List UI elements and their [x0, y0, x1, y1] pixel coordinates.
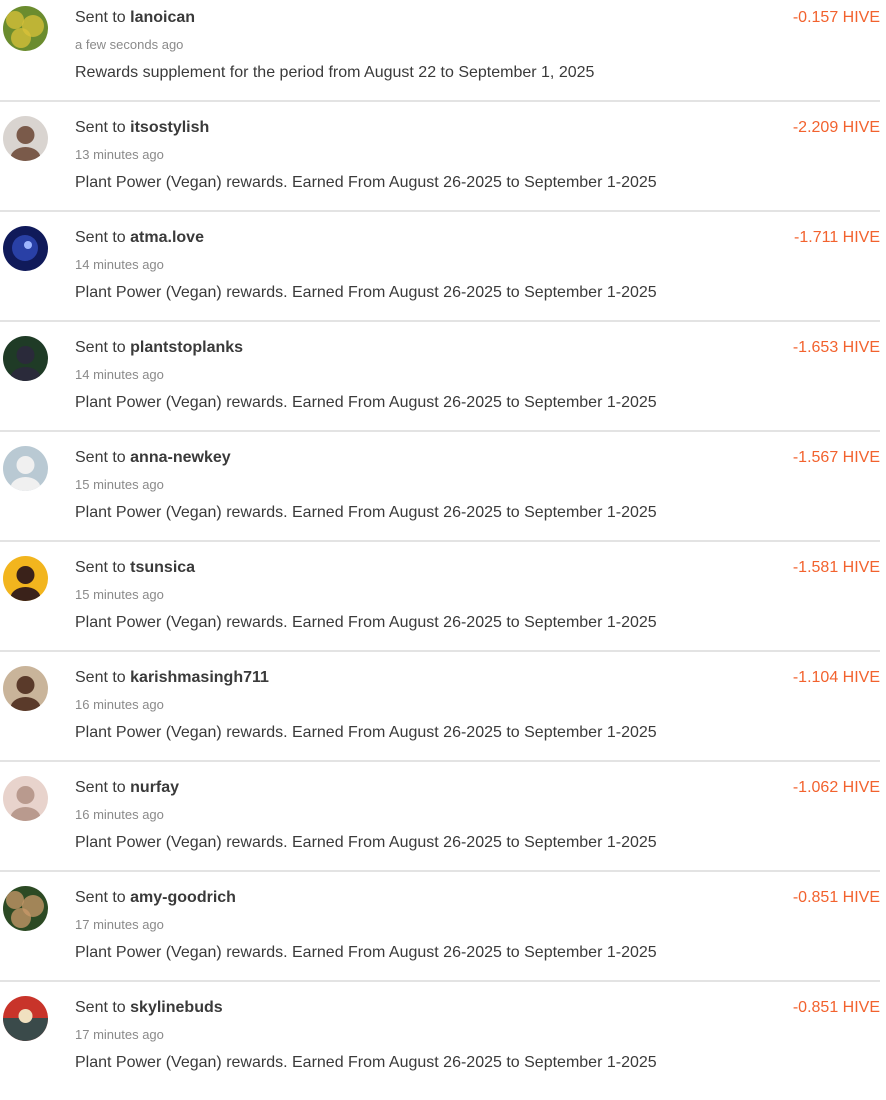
- transfer-description: [75, 669, 269, 687]
- avatar[interactable]: [3, 336, 48, 381]
- memo-text: Plant Power (Vegan) rewards. Earned From August 26-2025 to September 1-2025: [75, 394, 657, 411]
- amount: -1.581 HIVE: [792, 559, 880, 576]
- sent-to-label: Sent to: [75, 779, 126, 796]
- transfer-description: [75, 9, 195, 27]
- timestamp: 17 minutes ago: [75, 1027, 164, 1042]
- recipient-link[interactable]: amy-goodrich: [130, 889, 236, 906]
- recipient-link[interactable]: nurfay: [130, 779, 180, 796]
- transaction-row: [0, 440, 886, 550]
- timestamp: 17 minutes ago: [75, 917, 164, 932]
- transfer-description: [75, 779, 179, 797]
- avatar-image: [3, 226, 48, 271]
- avatar-image: [3, 336, 48, 381]
- recipient-link[interactable]: karishmasingh711: [130, 669, 269, 686]
- sent-to-label: Sent to: [75, 669, 126, 686]
- avatar-image: [3, 666, 48, 711]
- avatar-image: [3, 116, 48, 161]
- transfer-description: [75, 999, 223, 1017]
- memo-text: Rewards supplement for the period from August 22 to September 1, 2025: [75, 64, 595, 81]
- avatar[interactable]: [3, 116, 48, 161]
- avatar[interactable]: [3, 886, 48, 931]
- row-divider: [0, 320, 880, 322]
- sent-to-label: Sent to: [75, 119, 126, 136]
- amount: -1.653 HIVE: [792, 339, 880, 356]
- amount: -0.851 HIVE: [792, 999, 880, 1016]
- transaction-row: [0, 220, 886, 330]
- transaction-row: [0, 880, 886, 990]
- recipient-link[interactable]: lanoican: [130, 9, 196, 26]
- avatar[interactable]: [3, 996, 48, 1041]
- transfer-description: [75, 889, 236, 907]
- recipient-link[interactable]: itsostylish: [130, 119, 210, 136]
- recipient-link[interactable]: skylinebuds: [130, 999, 223, 1016]
- avatar[interactable]: [3, 6, 48, 51]
- avatar-image: [3, 6, 48, 51]
- sent-to-label: Sent to: [75, 999, 126, 1016]
- amount: -2.209 HIVE: [792, 119, 880, 136]
- amount: -1.711 HIVE: [794, 229, 880, 246]
- timestamp: 15 minutes ago: [75, 587, 164, 602]
- avatar[interactable]: [3, 776, 48, 821]
- amount: -1.104 HIVE: [792, 669, 880, 686]
- avatar-image: [3, 776, 48, 821]
- amount: -1.567 HIVE: [792, 449, 880, 466]
- transaction-row: [0, 550, 886, 660]
- timestamp: 13 minutes ago: [75, 147, 164, 162]
- amount: -1.062 HIVE: [792, 779, 880, 796]
- avatar[interactable]: [3, 226, 48, 271]
- timestamp: 14 minutes ago: [75, 367, 164, 382]
- memo-text: Plant Power (Vegan) rewards. Earned From August 26-2025 to September 1-2025: [75, 174, 657, 191]
- sent-to-label: Sent to: [75, 9, 126, 26]
- recipient-link[interactable]: plantstoplanks: [130, 339, 244, 356]
- recipient-link[interactable]: tsunsica: [130, 559, 196, 576]
- avatar[interactable]: [3, 446, 48, 491]
- avatar-image: [3, 556, 48, 601]
- memo-text: Plant Power (Vegan) rewards. Earned From August 26-2025 to September 1-2025: [75, 944, 657, 961]
- timestamp: 16 minutes ago: [75, 697, 164, 712]
- memo-text: Plant Power (Vegan) rewards. Earned From August 26-2025 to September 1-2025: [75, 834, 657, 851]
- transfer-description: [75, 449, 231, 467]
- amount: -0.851 HIVE: [792, 889, 880, 906]
- transaction-row: [0, 770, 886, 880]
- row-divider: [0, 980, 880, 982]
- avatar-image: [3, 996, 48, 1041]
- memo-text: Plant Power (Vegan) rewards. Earned From August 26-2025 to September 1-2025: [75, 614, 657, 631]
- recipient-link[interactable]: atma.love: [130, 229, 204, 246]
- row-divider: [0, 430, 880, 432]
- transfer-description: [75, 559, 195, 577]
- amount: -0.157 HIVE: [792, 9, 880, 26]
- transaction-row: [0, 0, 886, 110]
- timestamp: 14 minutes ago: [75, 257, 164, 272]
- row-divider: [0, 650, 880, 652]
- timestamp: 16 minutes ago: [75, 807, 164, 822]
- sent-to-label: Sent to: [75, 339, 126, 356]
- avatar[interactable]: [3, 666, 48, 711]
- memo-text: Plant Power (Vegan) rewards. Earned From August 26-2025 to September 1-2025: [75, 504, 657, 521]
- transfer-description: [75, 229, 204, 247]
- sent-to-label: Sent to: [75, 559, 126, 576]
- transfer-description: [75, 339, 243, 357]
- row-divider: [0, 210, 880, 212]
- transaction-row: [0, 990, 886, 1100]
- timestamp: 15 minutes ago: [75, 477, 164, 492]
- transfer-description: [75, 119, 209, 137]
- memo-text: Plant Power (Vegan) rewards. Earned From August 26-2025 to September 1-2025: [75, 724, 657, 741]
- sent-to-label: Sent to: [75, 889, 126, 906]
- timestamp: a few seconds ago: [75, 37, 184, 52]
- avatar-image: [3, 886, 48, 931]
- row-divider: [0, 870, 880, 872]
- row-divider: [0, 760, 880, 762]
- recipient-link[interactable]: anna-newkey: [130, 449, 231, 466]
- transaction-row: [0, 660, 886, 770]
- row-divider: [0, 540, 880, 542]
- memo-text: Plant Power (Vegan) rewards. Earned From August 26-2025 to September 1-2025: [75, 284, 657, 301]
- transaction-row: [0, 330, 886, 440]
- memo-text: Plant Power (Vegan) rewards. Earned From August 26-2025 to September 1-2025: [75, 1054, 657, 1071]
- transaction-row: [0, 110, 886, 220]
- avatar-image: [3, 446, 48, 491]
- sent-to-label: Sent to: [75, 449, 126, 466]
- row-divider: [0, 100, 880, 102]
- sent-to-label: Sent to: [75, 229, 126, 246]
- avatar[interactable]: [3, 556, 48, 601]
